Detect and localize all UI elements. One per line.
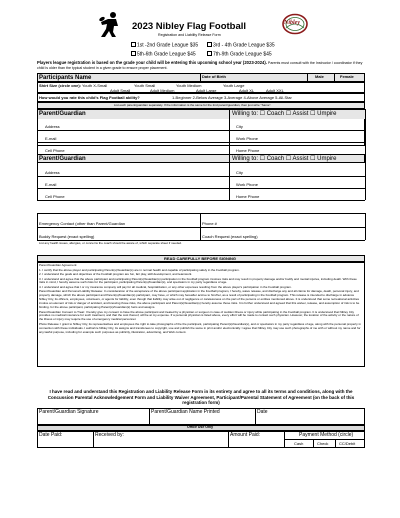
league-option-4[interactable]: 7th-9th Grade League $45	[207, 51, 272, 58]
guardian-2-cell-label: Cell Phone	[45, 194, 65, 199]
ability-question: How would you rate this child's Flag Football ability?	[39, 94, 140, 100]
signature-label[interactable]: Parent/Guardian Signature	[39, 409, 99, 415]
guardian-2-willing[interactable]: Willing to: ☐ Coach ☐ Assist ☐ Umpire	[232, 156, 337, 162]
buddy-request-label: Buddy Request (exact spelling)	[39, 234, 95, 239]
intro-text	[37, 61, 365, 70]
shirt-adult-l[interactable]: Adult Large	[196, 88, 217, 93]
checkbox-icon[interactable]	[131, 51, 136, 56]
intro-bold: Players league registration is based on the grade your child will be entering this upcoming school year (2023-2024).	[37, 60, 267, 65]
checkbox-icon[interactable]	[131, 42, 136, 47]
participant-name-label: Participants Name	[39, 75, 92, 81]
shirt-youth-xs[interactable]: Youth X-Small	[82, 83, 108, 88]
date-paid-label: Date Paid:	[39, 432, 63, 438]
guardian-2-email-label: E-mail	[45, 182, 57, 187]
release-item-1: 1. I certify that the above player and participating Parent(s)/Guardian(s) are in normal health and capable of participating safely in the Football program.	[39, 267, 240, 272]
shirt-size-label: Shirt Size (circle one):	[39, 83, 82, 88]
shirt-adult-s[interactable]: Adult Small	[110, 88, 131, 93]
guardian-2-home-label: Home Phone	[236, 194, 260, 199]
guardian-2-label: Parent/Guardian	[39, 156, 86, 162]
shirt-youth-l[interactable]: Youth Large	[223, 83, 245, 88]
signature-date-label[interactable]: Date	[257, 409, 268, 415]
office-use-title: Office Use Only	[187, 425, 214, 430]
liability-release-paragraph: Parent/Guardian and Personal Liability Release: In consideration of the acceptance of the above participant application in the Football program, I hereby, waive release, and discharge any and all claims for damage, death, personal injury, and property damage, which the above participant and Parent(s)/Guardian(s) participant, may have, or which may hereafter accrue to him/her, as a result of participating in the Football program. This release is intended to discharge in advance Nibley City, its officers, employees, volunteers, or agents for liability, even though that liability may arise out of negligence or carelessness on the part of the persons or entities mentioned above. It is understood that some recreational activities involve an element of risk or danger of accident, and knowing those risks, the above participant and Parent(s)/Guardian(s) hereby assume those risks. It is further understood and agreed that this waiver, release, and assumption of risk is to be binding. for the above participant, participating Parent(s)/Guardian(s) heirs and assigns.	[39, 289, 360, 310]
guardian-1-email-label: E-mail	[45, 136, 57, 141]
guardian-1-work-label: Work Phone	[236, 136, 258, 141]
guardian-1-address-label: Address	[45, 124, 60, 129]
release-text	[39, 264, 363, 335]
checkbox-icon[interactable]	[207, 51, 212, 56]
page-title: 2023 Nibley Flag Football	[132, 21, 247, 32]
guardian-1-label: Parent/Guardian	[39, 111, 86, 117]
consent-to-treat-paragraph: Parent/Guardian Consent to Treat: I hereby give my consent to have the above participant and treated by a physician or surgeon in case of sudden illness or injury while participating in the Football program. It is understood that Nibley City provides no medical insurance for such treatment, and that the cost thereof, will be at my expense. If a personal physician is listed above, every effort will be made to contact such physician. However, the location of the activity or the nature of the illness or injury may require the use of emergency medical personnel.	[39, 309, 359, 322]
name-printed-label[interactable]: Parent/Guardian Name Printed	[151, 409, 220, 415]
guardian-1-cell-label: Cell Phone	[45, 148, 65, 153]
guardian-1-home-label: Home Phone	[236, 148, 260, 153]
release-item-3: 3. I understand and agree that the above participant and participating Parent(s)/Guardian(s) participation in the Football program involves risks and may result in property damage and/or bodily and mental injuries, including death. With these risks in mind, I hereby assume such risks for the participant, participating Parent(s)/Guardian(s), and spectators in my party regardless of age.	[39, 276, 357, 285]
guardian-1-willing[interactable]: Willing to: ☐ Coach ☐ Assist ☐ Umpire	[232, 111, 337, 117]
payment-cc-debit[interactable]: CC/Debit	[339, 441, 356, 446]
release-item-2: 2. I understand the goals and objectives of the Football program are fun, fair play, skill development, and teamwork.	[39, 272, 193, 276]
payment-cash[interactable]: Cash	[294, 441, 304, 446]
shirt-adult-xl[interactable]: Adult XL	[239, 88, 255, 93]
female-option[interactable]: Female	[340, 74, 354, 79]
male-option[interactable]: Male	[315, 74, 324, 79]
ability-options[interactable]: 1-Beginner 2-Below Average 3-Average 4-Above Average 5-All-Star	[172, 94, 292, 100]
guardian-2-city-label: City	[236, 170, 243, 175]
intro-normal: Parents must consult with the Instructor / coordinator if they child is older than the typical student in a given grade to ensure proper placement.	[37, 61, 363, 70]
shirt-adult-m[interactable]: Adult Medium	[150, 88, 175, 93]
dob-label: Date of Birth	[202, 74, 226, 79]
release-heading: READ CAREFULLY BEFORE SIGNING	[164, 255, 237, 261]
guardian-1-city-label: City	[236, 124, 243, 129]
guardian-2-address-label: Address	[45, 170, 60, 175]
emergency-phone-label: Phone #	[202, 221, 217, 226]
guardian-note: List each parent/guardian separately. If the information is the same for the 2nd parent/guardian, then just write "Same".	[114, 103, 272, 107]
league-option-1[interactable]: 1st -2nd Grade League $35	[131, 42, 198, 49]
payment-method-label: Payment Method (circle)	[299, 432, 354, 438]
checkbox-icon[interactable]	[207, 42, 212, 47]
photo-release-paragraph: Photo Release: I grant to Nibley City, its representatives and employees the right to take photographs of the the participant, participating Parent(s)/Guardian(s), and or spectators in my party regardless of age, along with the personal property in connection with these individuals. I authorize Nibley City, its assigns and transferees to copyright, use and publish the same in print and/or electronically. I agree that Nibley City may use such photographs of me with or without my name and for any lawful purpose, including for example such purposes as publicity, illustration, advertising, and Web content.	[39, 321, 361, 334]
coach-request-label: Coach Request (exact spelling)	[202, 234, 258, 239]
guardian-2-work-label: Work Phone	[236, 182, 258, 187]
shirt-youth-s[interactable]: Youth Small	[134, 83, 156, 88]
emergency-contact-label: Emergency Contact (other than Parent/Guardian	[39, 221, 126, 226]
shirt-adult-xxl[interactable]: Adult XXL	[266, 88, 284, 93]
release-item-4: 4. I understand and agree that I or my insurance company will pay for all medical, hospitalization, or any other expenses resulting from the above player's participation in the Football program.	[39, 284, 292, 289]
health-note: List any health issues, allergies, or concerns the coach should be aware of, which separate sheet if needed.	[39, 241, 182, 245]
amount-paid-label: Amount Paid:	[230, 432, 261, 438]
page-subtitle: Registration and Liability Release Form	[158, 33, 221, 37]
received-by-label: Received by:	[95, 432, 124, 438]
acknowledgement-text: I have read and understand this Registration and Liability Release Form in its entirety and agree to all its terms and conditions, along with the Concussion Parental Acknowledgement Form and Liability Waiver Agreement, Participant/Parental Statement of Agreement (on the back of this registration form)	[47, 389, 355, 406]
football-player-icon	[96, 10, 124, 38]
payment-check[interactable]: Check	[317, 441, 329, 446]
league-option-3[interactable]: 5th-6th Grade League $45	[131, 51, 196, 58]
shirt-youth-m[interactable]: Youth Medium	[176, 83, 202, 88]
league-option-2[interactable]: 3rd - 4th Grade League $35	[207, 42, 275, 49]
release-salutation: Parent/Guardian Agreement:	[39, 263, 78, 267]
logo-text: Nibley	[284, 20, 300, 26]
